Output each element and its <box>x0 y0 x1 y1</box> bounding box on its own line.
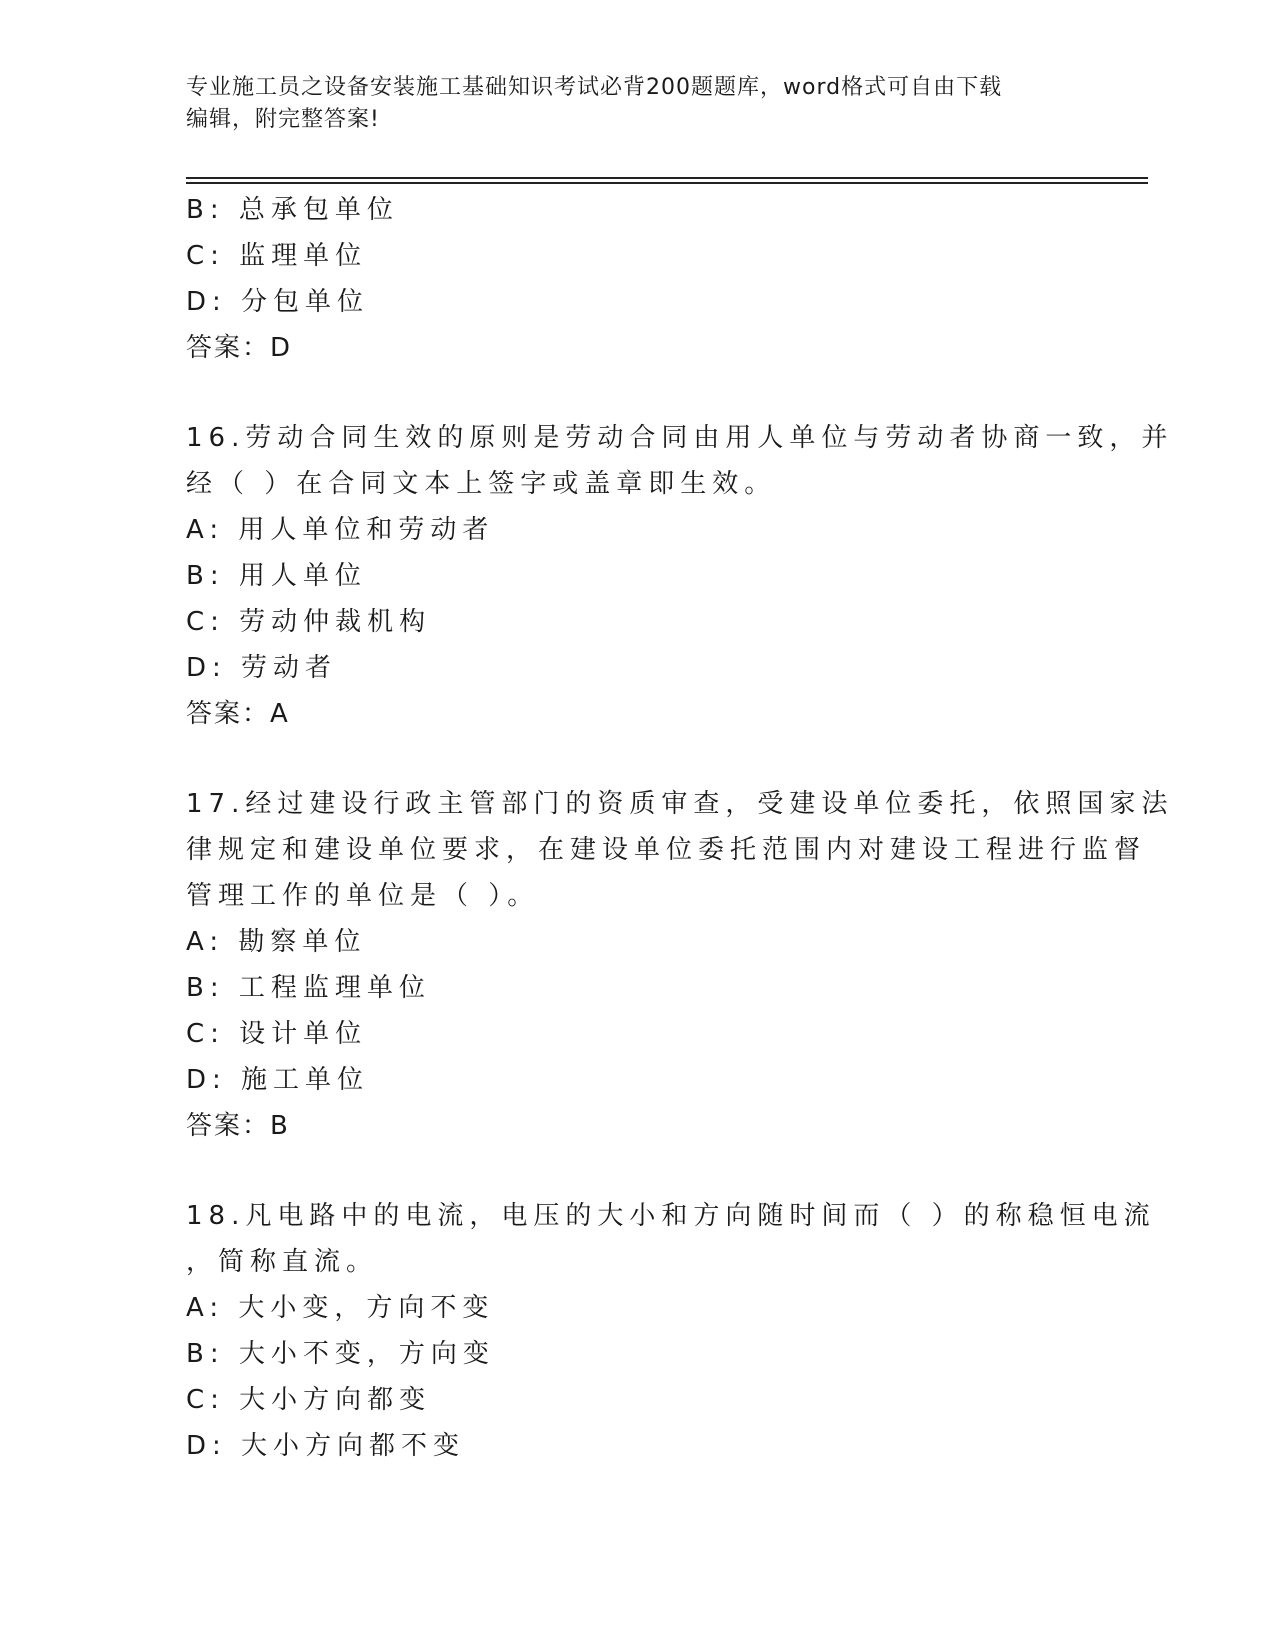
option-c: C: 监理单位 <box>186 241 368 271</box>
option-b: B: 大小不变，方向变 <box>186 1339 495 1369</box>
option-d: D: 分包单位 <box>186 287 370 317</box>
option-d: D: 大小方向都不变 <box>186 1431 466 1461</box>
question-stem-line: ，简称直流。 <box>186 1247 379 1277</box>
spacer <box>186 371 1086 415</box>
question-18 <box>186 1193 1156 1469</box>
document-header <box>186 72 1086 136</box>
question-stem-line: 17.经过建设行政主管部门的资质审查，受建设单位委托，依照国家法 <box>186 789 1174 819</box>
header-divider-bottom <box>186 182 1148 184</box>
option-b: B: 总承包单位 <box>186 195 399 225</box>
question-stem-line: 律规定和建设单位要求，在建设单位委托范围内对建设工程进行监督 <box>186 835 1147 865</box>
question-stem-line: 经（ ）在合同文本上签字或盖章即生效。 <box>186 469 777 499</box>
option-a: A: 用人单位和劳动者 <box>186 515 495 545</box>
option-a: A: 大小变，方向不变 <box>186 1293 495 1323</box>
question-content <box>186 187 1174 1469</box>
header-divider-top <box>186 177 1148 179</box>
option-c: C: 大小方向都变 <box>186 1385 432 1415</box>
question-stem-line: 管理工作的单位是（ ）。 <box>186 881 540 911</box>
option-c: C: 劳动仲裁机构 <box>186 607 432 637</box>
spacer <box>186 1149 1086 1193</box>
spacer <box>186 737 1086 781</box>
header-title-line-1: 专业施工员之设备安装施工基础知识考试必背200题题库，word格式可自由下载 <box>186 75 1003 100</box>
answer-line: 答案：D <box>186 333 293 363</box>
option-d: D: 劳动者 <box>186 653 338 683</box>
option-b: B: 用人单位 <box>186 561 367 591</box>
question-17 <box>186 781 1174 1149</box>
option-c: C: 设计单位 <box>186 1019 368 1049</box>
option-b: B: 工程监理单位 <box>186 973 431 1003</box>
question-15-continued <box>186 187 1086 371</box>
question-stem-line: 16.劳动合同生效的原则是劳动合同由用人单位与劳动者协商一致，并 <box>186 423 1174 453</box>
question-16 <box>186 415 1174 737</box>
answer-line: 答案：B <box>186 1111 290 1141</box>
question-stem-line: 18.凡电路中的电流，电压的大小和方向随时间而（ ）的称稳恒电流 <box>186 1201 1156 1231</box>
answer-line: 答案：A <box>186 699 290 729</box>
option-a: A: 勘察单位 <box>186 927 367 957</box>
option-d: D: 施工单位 <box>186 1065 370 1095</box>
header-title-line-2: 编辑，附完整答案! <box>186 107 380 132</box>
